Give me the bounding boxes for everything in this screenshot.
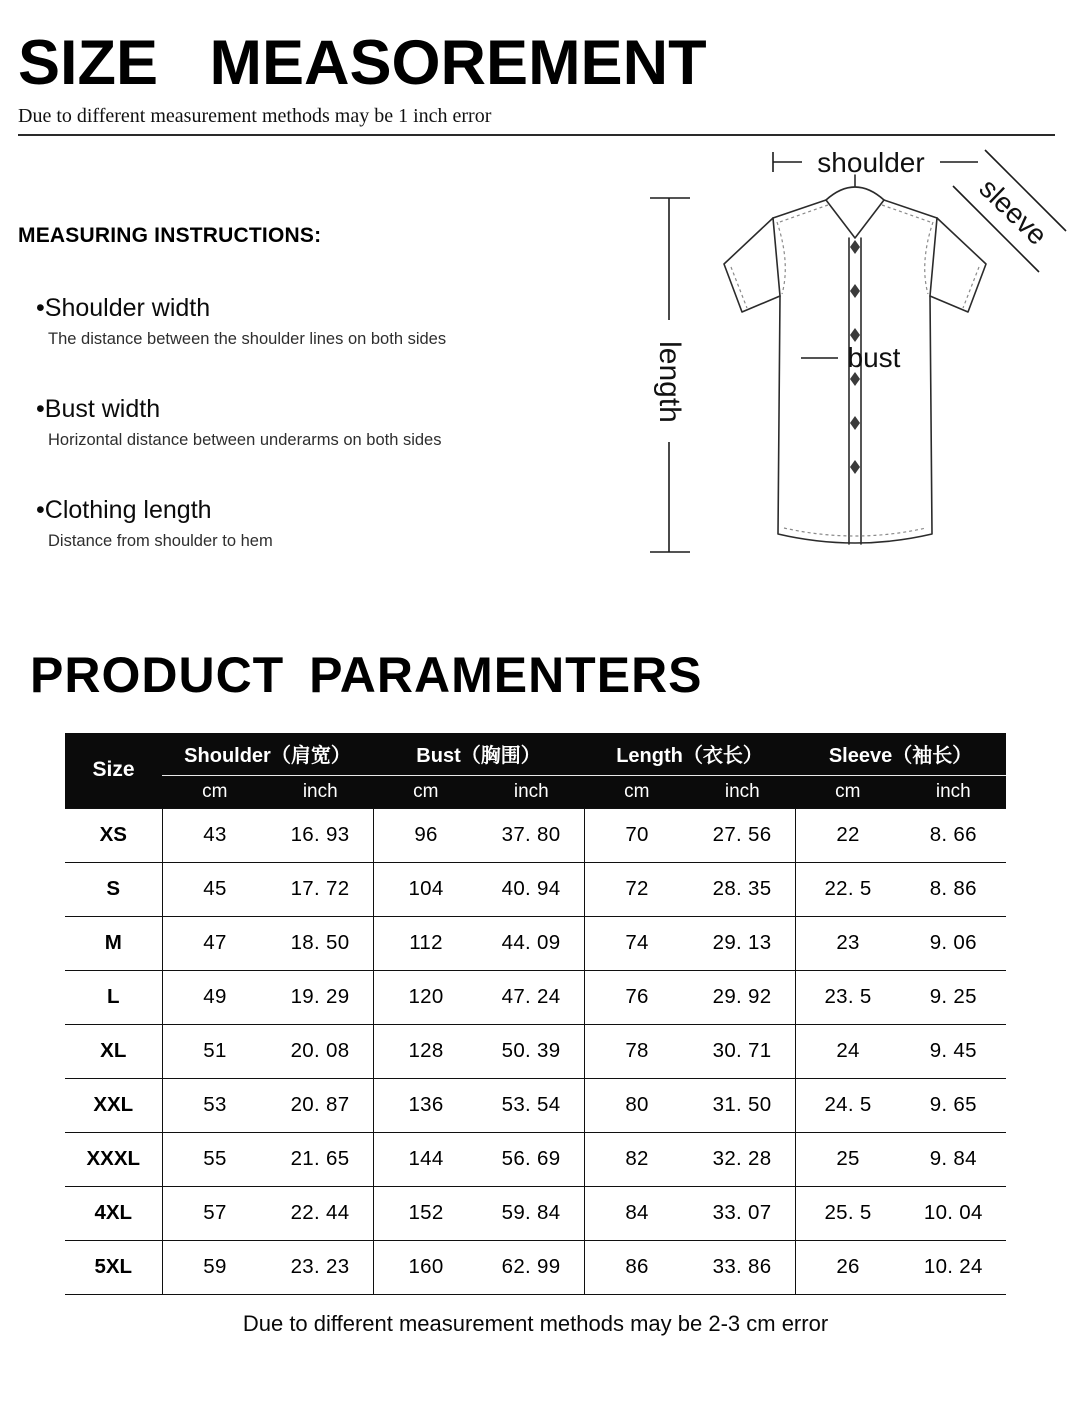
unit-header-inch: inch [479,775,585,808]
measuring-section [0,136,1072,592]
value-cell: 25. 5 [795,1186,901,1240]
value-cell: 53. 54 [479,1078,585,1132]
instruction-desc: Distance from shoulder to hem [48,532,273,551]
value-cell: 56. 69 [479,1132,585,1186]
table-row [65,1132,1006,1186]
value-cell: 20. 87 [268,1078,374,1132]
value-cell: 50. 39 [479,1024,585,1078]
unit-header-cm: cm [584,775,690,808]
unit-header-cm: cm [795,775,901,808]
value-cell: 9. 84 [901,1132,1007,1186]
value-cell: 22. 44 [268,1186,374,1240]
instruction-label-text: Clothing length [44,496,212,525]
instructions-heading: MEASURING INSTRUCTIONS: [18,224,322,248]
unit-header-inch: inch [690,775,796,808]
value-cell: 112 [373,916,479,970]
unit-header-inch: inch [268,775,374,808]
value-cell: 20. 08 [268,1024,374,1078]
instruction-label [36,395,578,424]
bullet-icon: • [36,496,45,525]
bust-column-header: Bust（胸围） [373,733,584,775]
page-subtitle: Due to different measurement methods may be 1 inch error [18,105,492,128]
size-table-header [65,733,1006,808]
value-cell: 10. 04 [901,1186,1007,1240]
value-cell: 30. 71 [690,1024,796,1078]
measuring-instructions [18,136,578,551]
bust-label: bust [847,342,901,374]
size-table [65,733,1006,1295]
table-row [65,1240,1006,1294]
value-cell: 9. 65 [901,1078,1007,1132]
value-cell: 47. 24 [479,970,585,1024]
size-cell: XL [65,1024,162,1078]
value-cell: 32. 28 [690,1132,796,1186]
value-cell: 27. 56 [690,808,796,862]
value-cell: 70 [584,808,690,862]
value-cell: 29. 13 [690,916,796,970]
instruction-item-bust [36,395,578,450]
value-cell: 8. 66 [901,808,1007,862]
value-cell: 9. 06 [901,916,1007,970]
value-cell: 24. 5 [795,1078,901,1132]
value-cell: 128 [373,1024,479,1078]
value-cell: 22 [795,808,901,862]
product-parameters-title: PRODUCT PARAMENTERS [30,647,703,704]
instruction-label-text: Shoulder width [44,294,211,323]
value-cell: 23 [795,916,901,970]
instruction-item-shoulder [36,294,578,349]
value-cell: 120 [373,970,479,1024]
value-cell: 136 [373,1078,479,1132]
value-cell: 62. 99 [479,1240,585,1294]
unit-header-cm: cm [373,775,479,808]
value-cell: 26 [795,1240,901,1294]
value-cell: 80 [584,1078,690,1132]
value-cell: 18. 50 [268,916,374,970]
value-cell: 144 [373,1132,479,1186]
unit-header-row [65,775,1006,808]
value-cell: 17. 72 [268,862,374,916]
value-cell: 28. 35 [690,862,796,916]
table-row [65,1024,1006,1078]
unit-header-inch: inch [901,775,1007,808]
value-cell: 74 [584,916,690,970]
size-cell: M [65,916,162,970]
unit-header-cm: cm [162,775,268,808]
value-cell: 8. 86 [901,862,1007,916]
value-cell: 76 [584,970,690,1024]
value-cell: 37. 80 [479,808,585,862]
value-cell: 33. 86 [690,1240,796,1294]
bullet-icon: • [36,395,45,424]
value-cell: 152 [373,1186,479,1240]
instruction-label [36,294,578,323]
sleeve-label: sleeve [973,172,1054,252]
sleeve-column-header: Sleeve（袖长） [795,733,1006,775]
value-cell: 33. 07 [690,1186,796,1240]
value-cell: 31. 50 [690,1078,796,1132]
value-cell: 19. 29 [268,970,374,1024]
value-cell: 29. 92 [690,970,796,1024]
value-cell: 44. 09 [479,916,585,970]
instruction-desc: The distance between the shoulder lines on both sides [48,330,447,349]
table-row [65,916,1006,970]
bullet-icon: • [36,294,45,323]
length-column-header: Length（衣长） [584,733,795,775]
shoulder-label: shoulder [817,147,925,179]
value-cell: 10. 24 [901,1240,1007,1294]
shirt-measurement-diagram [638,142,1070,580]
table-row [65,1078,1006,1132]
value-cell: 23. 5 [795,970,901,1024]
value-cell: 21. 65 [268,1132,374,1186]
value-cell: 55 [162,1132,268,1186]
size-cell: L [65,970,162,1024]
value-cell: 40. 94 [479,862,585,916]
size-cell: XXL [65,1078,162,1132]
size-table-body [65,808,1006,1294]
group-header-row [65,733,1006,775]
size-table-wrap [65,733,1006,1295]
value-cell: 82 [584,1132,690,1186]
value-cell: 78 [584,1024,690,1078]
shirt-diagram-svg [638,142,1070,580]
value-cell: 25 [795,1132,901,1186]
value-cell: 57 [162,1186,268,1240]
value-cell: 23. 23 [268,1240,374,1294]
value-cell: 51 [162,1024,268,1078]
value-cell: 84 [584,1186,690,1240]
value-cell: 45 [162,862,268,916]
value-cell: 9. 45 [901,1024,1007,1078]
size-cell: XS [65,808,162,862]
size-cell: S [65,862,162,916]
size-column-header: Size [65,733,162,808]
size-cell: 5XL [65,1240,162,1294]
instruction-desc: Horizontal distance between underarms on both sides [48,431,442,450]
value-cell: 22. 5 [795,862,901,916]
value-cell: 96 [373,808,479,862]
value-cell: 47 [162,916,268,970]
value-cell: 24 [795,1024,901,1078]
table-row [65,808,1006,862]
table-row [65,970,1006,1024]
length-label: length [653,341,686,424]
size-cell: XXXL [65,1132,162,1186]
instruction-label-text: Bust width [44,395,161,424]
value-cell: 16. 93 [268,808,374,862]
shoulder-column-header: Shoulder（肩宽） [162,733,373,775]
header-section [0,0,1072,136]
value-cell: 59 [162,1240,268,1294]
value-cell: 9. 25 [901,970,1007,1024]
table-row [65,1186,1006,1240]
value-cell: 59. 84 [479,1186,585,1240]
table-row [65,862,1006,916]
value-cell: 53 [162,1078,268,1132]
instruction-label [36,496,578,525]
size-cell: 4XL [65,1186,162,1240]
instruction-item-length [36,496,578,551]
value-cell: 72 [584,862,690,916]
value-cell: 43 [162,808,268,862]
value-cell: 104 [373,862,479,916]
value-cell: 160 [373,1240,479,1294]
page-title: SIZE MEASOREMENT [18,28,707,98]
footer-note: Due to different measurement methods may be 2-3 cm error [242,1310,829,1336]
value-cell: 49 [162,970,268,1024]
value-cell: 86 [584,1240,690,1294]
